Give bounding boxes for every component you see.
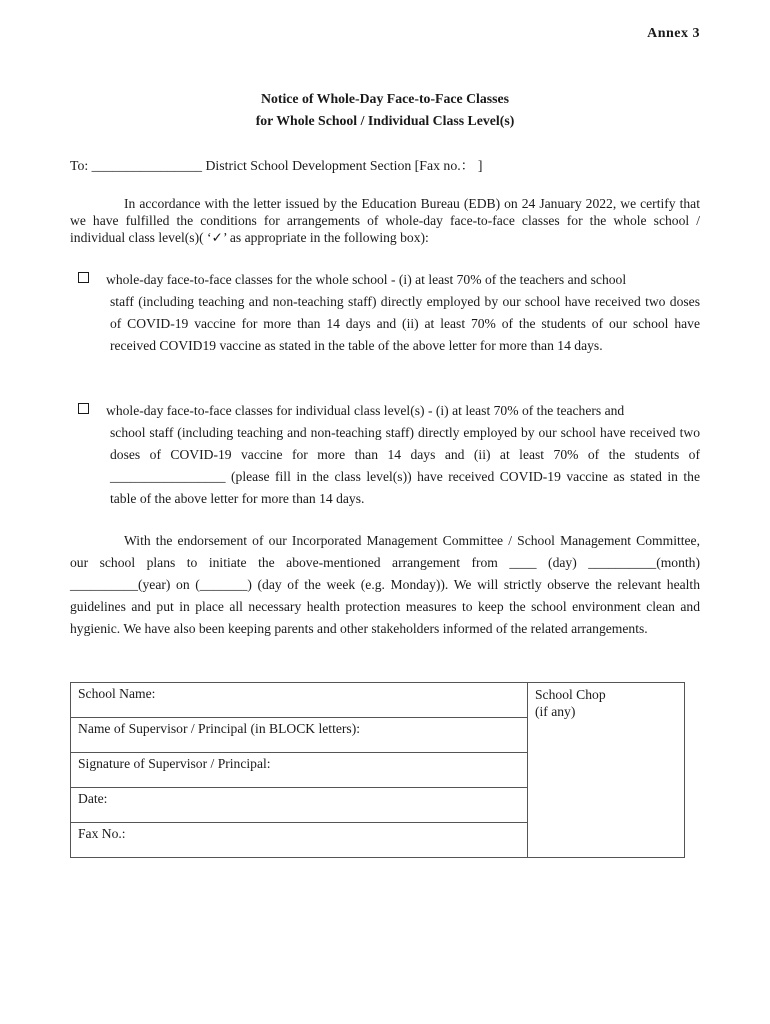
option-class-level-lead: whole-day face-to-face classes for individual class level(s) - (i) at least 70% of the teachers and: [106, 403, 625, 418]
school-chop-note: (if any): [535, 704, 576, 719]
option-whole-school-lead: whole-day face-to-face classes for the whole school - (i) at least 70% of the teachers and school: [106, 272, 627, 287]
date-field[interactable]: Date:: [71, 788, 528, 823]
to-line: To: ________________ District School Development Section [Fax no.： ]: [70, 158, 483, 173]
signature-field[interactable]: Signature of Supervisor / Principal:: [71, 753, 528, 788]
annex-label: Annex 3: [647, 26, 700, 41]
title-line-1: Notice of Whole-Day Face-to-Face Classes: [260, 91, 509, 106]
fax-field[interactable]: Fax No.:: [71, 823, 528, 858]
school-chop-label: School Chop: [535, 687, 606, 702]
school-name-field[interactable]: School Name:: [71, 683, 528, 718]
signature-table: [70, 682, 685, 858]
supervisor-name-field[interactable]: Name of Supervisor / Principal (in BLOCK letters):: [71, 718, 528, 753]
checkbox-class-level[interactable]: [78, 403, 89, 414]
intro-paragraph: In accordance with the letter issued by the Education Bureau (EDB) on 24 January 2022, we certify that we have fulfilled the conditions for arrangements of whole-day face-to-face classes for the whole school / individual class level(s)( ‘✓’ as appropriate in the following box):: [70, 196, 700, 245]
school-chop-cell: [528, 683, 685, 858]
option-class-level: [78, 400, 700, 510]
option-class-level-rest: school staff (including teaching and non-teaching staff) directly employed by our school have received two doses of COVID-19 vaccine for more than 14 days and (ii) at least 70% of the students of _________________ (please fill in the class level(s)) have received COVID-19 vaccine as stated in the table of the above letter for more than 14 days.: [110, 425, 700, 506]
option-whole-school: [78, 269, 700, 357]
endorsement-paragraph: With the endorsement of our Incorporated Management Committee / School Management Committee, our school plans to initiate the above-mentioned arrangement from ____ (day) __________(month) __________(year) on (_______) (day of the week (e.g. Monday)). We will strictly observe the relevant health guidelines and put in place all necessary health protection measures to keep the school environment clean and hygienic. We have also been keeping parents and other stakeholders informed of the related arrangements.: [70, 533, 700, 636]
option-whole-school-rest: staff (including teaching and non-teaching staff) directly employed by our school have received two doses of COVID-19 vaccine for more than 14 days and (ii) at least 70% of the students of our school have received COVID19 vaccine as stated in the table of the above letter for more than 14 days.: [110, 294, 700, 353]
title-line-2: for Whole School / Individual Class Level(s): [255, 113, 515, 128]
checkbox-whole-school[interactable]: [78, 272, 89, 283]
